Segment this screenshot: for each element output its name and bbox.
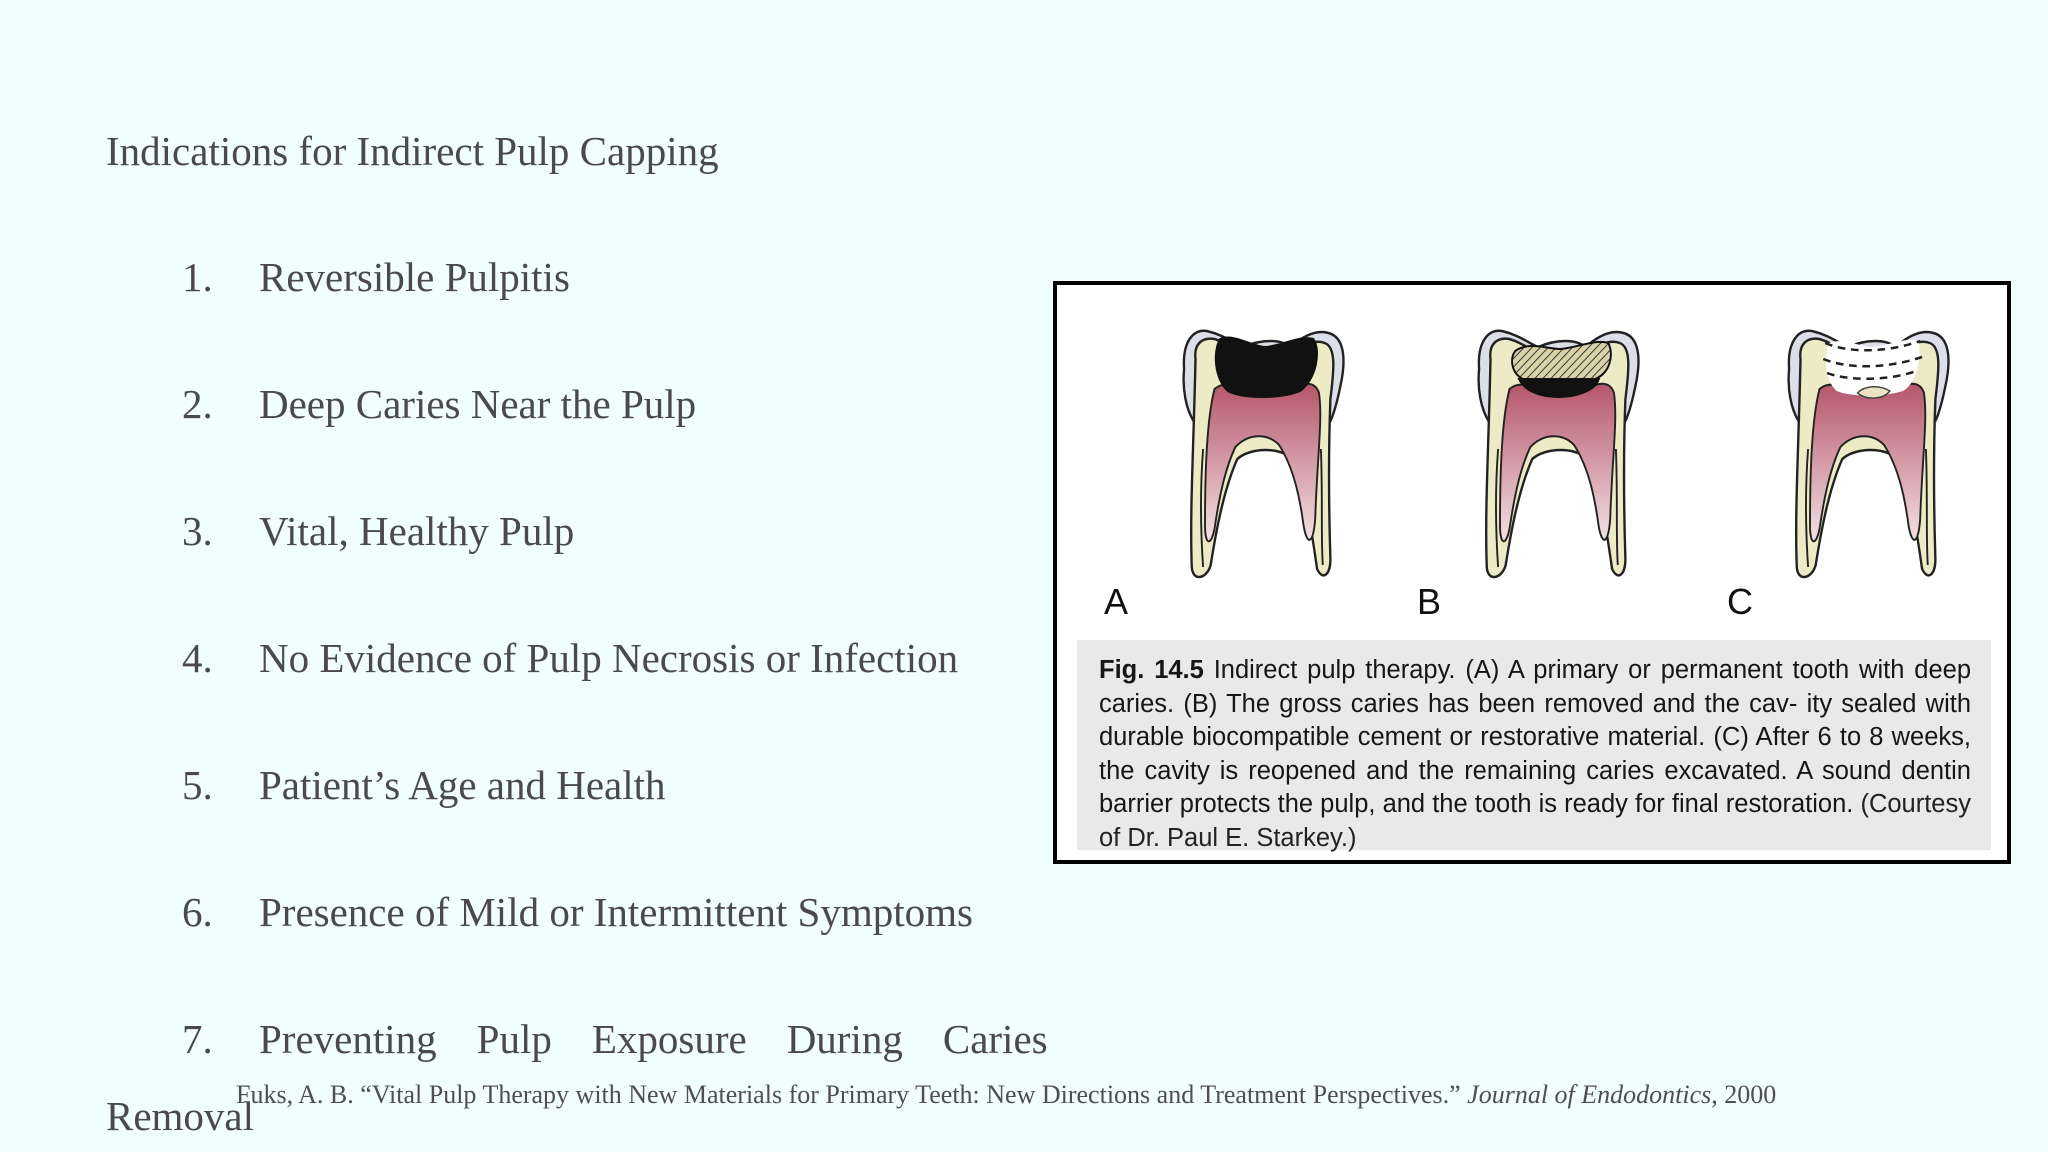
citation-authors: Fuks, A. B. “Vital Pulp Therapy with New Materials for Primary Teeth: New Directions and Treatment Perspectives.” [236,1080,1468,1109]
tooth-a [1184,331,1344,577]
list-number: 6. [182,889,213,935]
list-text: Patient’s Age and Health [259,762,666,808]
figure-caption-courtesy: (Courtesy of Dr. Paul E. Starkey.) [1099,790,1971,852]
list-text: Vital, Healthy Pulp [259,508,575,554]
figure-image [1053,281,2011,864]
list-number: 3. [182,508,213,554]
panel-label-a: A [1104,581,1129,622]
list-item [182,1010,1048,1068]
panel-label-c: C [1727,581,1753,622]
tooth-c [1789,331,1949,577]
citation-year: , 2000 [1711,1080,1777,1109]
slide-title: Indications for Indirect Pulp Capping [106,128,719,174]
list-item [182,502,574,560]
list-text: Reversible Pulpitis [259,254,570,300]
list-number: 5. [182,762,213,808]
citation-journal: Journal of Endodontics [1467,1080,1712,1109]
list-text: No Evidence of Pulp Necrosis or Infection [259,635,959,681]
list-word: Pulp [476,1016,552,1062]
panel-label-b: B [1417,581,1442,622]
teeth-illustration [1057,285,2007,635]
list-item [182,756,666,814]
list-text: Deep Caries Near the Pulp [259,381,697,427]
list-item [182,375,696,433]
list-text [259,1010,1048,1068]
list-text-continuation: Removal [106,1093,255,1139]
list-text: Presence of Mild or Intermittent Symptoms [259,889,973,935]
list-item [182,629,958,687]
list-item [182,248,570,306]
list-number: 1. [182,254,213,300]
figure-caption-label: Fig. 14.5 [1099,656,1204,684]
list-number: 7. [182,1016,213,1062]
list-number: 2. [182,381,213,427]
list-number: 4. [182,635,213,681]
list-word: Caries [942,1016,1048,1062]
list-word: Exposure [591,1016,747,1062]
list-word: During [786,1016,903,1062]
list-item [182,883,973,941]
figure-caption-text: Indirect pulp therapy. (A) A primary or permanent tooth with deep caries. (B) The gross caries has been removed and the cav- ity sealed with durable biocompatible cement or restorative material. (C) After 6 to 8 weeks, the cavity is reopened and the remaining caries excavated. A sound dentin barrier protects the pulp, and the tooth is ready for final restoration. [1099,656,1971,818]
figure-caption [1077,640,1991,850]
list-word: Preventing [259,1016,437,1062]
citation [236,1080,1776,1110]
tooth-b [1479,331,1639,577]
